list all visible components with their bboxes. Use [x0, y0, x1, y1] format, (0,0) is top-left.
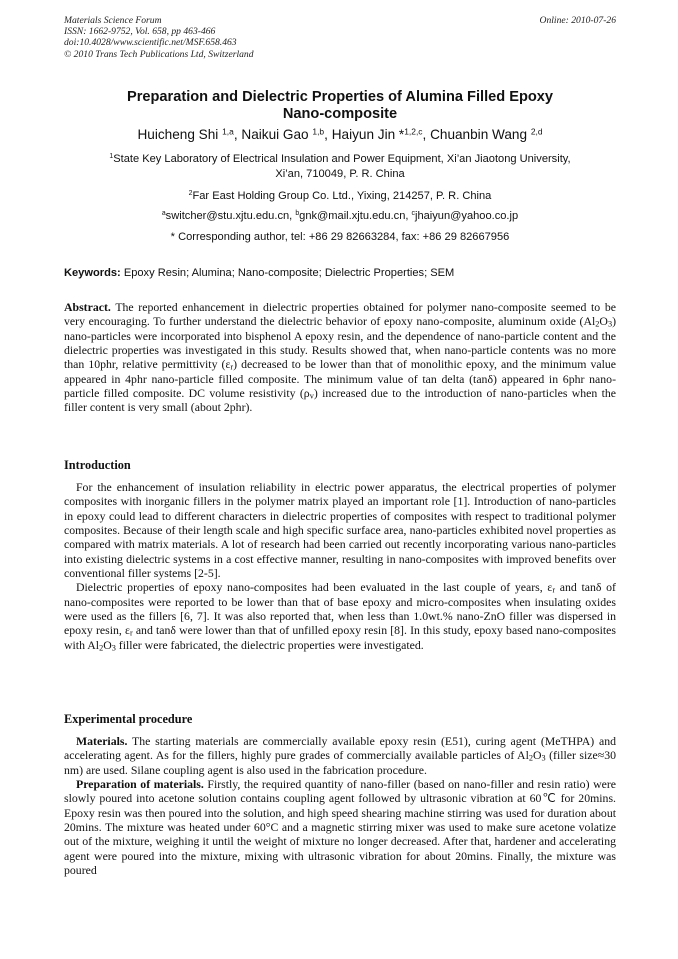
paragraph-text: Firstly, the required quantity of nano-filler (based on nano-filler and resin ratio) were slowly poured into acetone solution contains coupling agent followed by ultrasonic vibration at 60℃ for 20mins. Epoxy resin was then poured into the solution, and high speed shearing machine stirring was used for duration about 20mins. The mixture was heated under 60°C and a magnetic stirring mixer was used to make sure acetone volatize out of the mixture, weighing it until the weight of mixture no longer decreased. After that, hardener and accelerating agent were poured into the mixture, mixing with ultrasonic vibration for about 20mins. Finally, the mixture was poured	[64, 777, 616, 878]
keywords-text: Epoxy Resin; Alumina; Nano-composite; Dielectric Properties; SEM	[123, 267, 455, 279]
affiliation-text: Far East Holding Group Co. Ltd., Yixing, 214257, P. R. China	[192, 190, 492, 202]
online-date: Online: 2010-07-26	[539, 15, 616, 26]
author-mark: 1,2,c	[404, 126, 423, 137]
author-mark: 2,d	[530, 126, 543, 137]
copyright-line: © 2010 Trans Tech Publications Ltd, Switzerland	[64, 48, 254, 60]
journal-header	[64, 15, 616, 60]
subscript: 2	[99, 643, 104, 653]
preparation-label: Preparation of materials.	[76, 777, 204, 792]
email-address: gnk@mail.xjtu.edu.cn,	[299, 210, 412, 222]
paragraph-text: and tanδ were lower than that of unfilled epoxy resin [8]. In this study, epoxy based nano-composites with Al	[64, 623, 616, 652]
email-address: switcher@stu.xjtu.edu.cn,	[165, 210, 296, 222]
keywords	[64, 266, 616, 280]
doi-line: doi:10.4028/www.scientific.net/MSF.658.463	[64, 37, 237, 49]
author-name: Naikui Gao	[241, 127, 309, 142]
affiliation-mark: 2	[188, 190, 193, 198]
materials-label: Materials.	[76, 734, 128, 748]
paragraph-text: O	[532, 748, 542, 763]
affiliation-1	[64, 152, 616, 182]
author-mark: 1,b	[312, 126, 325, 137]
paragraph-text: O	[103, 637, 112, 652]
corresponding-author: * Corresponding author, tel: +86 29 82663284, fax: +86 29 82667956	[170, 231, 510, 243]
abstract	[64, 300, 616, 415]
author-name: Huicheng Shi	[137, 127, 219, 142]
abstract-text: ) decreased to be lower than that of monolithic epoxy, and the minimum value appeared in 4phr nano-particle filled composite. The minimum value of tan delta (tanδ) appeared in 6phr nano-particle filled composite. DC volume resistivity (ρ	[64, 357, 617, 401]
abstract-text: The reported enhancement in dielectric properties obtained for polymer nano-composite seemed to be very encouraging. To further understand the dielectric behavior of epoxy nano-composite, aluminum oxide (Al	[64, 300, 616, 329]
introduction-paragraph-2	[64, 580, 616, 652]
materials-paragraph	[64, 734, 616, 777]
introduction-body	[64, 480, 616, 652]
keywords-label: Keywords:	[64, 267, 121, 279]
experimental-heading: Experimental procedure	[64, 712, 193, 726]
subscript: 3	[541, 753, 546, 763]
title-line-2: Nano-composite	[282, 106, 398, 122]
subscript: r	[552, 586, 556, 596]
preparation-paragraph	[64, 777, 616, 877]
affiliation-text: Xi’an, 710049, P. R. China	[275, 168, 405, 181]
affiliation-mark: 1	[109, 153, 114, 161]
paragraph-text: filler were fabricated, the dielectric properties were investigated.	[115, 637, 424, 652]
subscript: r	[129, 629, 133, 639]
email-list	[64, 209, 616, 224]
introduction-heading: Introduction	[64, 458, 131, 472]
author-name: Haiyun Jin *	[331, 127, 405, 142]
email-mark: a	[161, 210, 166, 218]
paragraph-text: (filler size≈30 nm) are used. Silane coupling agent is also used in the fabrication procedure.	[64, 748, 616, 777]
abstract-label: Abstract.	[64, 300, 111, 314]
paragraph-text: Dielectric properties of epoxy nano-composites had been evaluated in the last couple of years, ε	[76, 580, 553, 595]
journal-name: Materials Science Forum	[64, 15, 162, 26]
email-address: jhaiyun@yahoo.co.jp	[414, 210, 519, 222]
paper-title	[64, 89, 616, 123]
abstract-text: ) increased due to the introduction of nano-particles when the filler content is very small (about 2phr).	[64, 386, 616, 415]
paragraph-text: and tanδ of nano-composites were reported to be lower than that of base epoxy and micro-composites when insulating oxides were used as the fillers [6, 7]. It was also reported that, when less than 1.0wt.% nano-ZnO filler was dispersed in epoxy resin, ε	[64, 580, 616, 638]
experimental-body	[64, 734, 616, 877]
subscript: 2	[528, 753, 533, 763]
affiliation-2	[64, 189, 616, 204]
abstract-text: ) nano-particles were incorporated into bisphenol A epoxy resin, and the dependence of nano-particle content and the dielectric properties was investigated in this study. Results showed that, when nano-particle contents was no more than 10phr, relative permittivity (ε	[64, 314, 616, 372]
affiliation-text: State Key Laboratory of Electrical Insulation and Power Equipment, Xi’an Jiaotong University,	[113, 153, 571, 165]
subscript: 3	[111, 643, 116, 653]
title-line-1: Preparation and Dielectric Properties of Alumina Filled Epoxy	[126, 89, 554, 105]
issn-line: ISSN: 1662-9752, Vol. 658, pp 463-466	[64, 26, 216, 38]
subscript: v	[309, 391, 314, 401]
paragraph-text: The starting materials are commercially available epoxy resin (E51), curing agent (MeTHPA) and accelerating agent. As for the fillers, highly pure grades of commercially available particles of Al	[64, 734, 616, 763]
author-list: Huicheng Shi $^{1,a}$, Naikui Gao $^{1,b}$, Haiyun Jin *$^{1,2,c}$, Chuanbin Wang $^{2,d}$	[137, 126, 543, 142]
email-mark: c	[411, 210, 415, 218]
author-mark: 1,a	[222, 126, 234, 137]
abstract-text: O	[599, 314, 608, 329]
subscript: 2	[595, 319, 600, 329]
subscript: r	[230, 363, 234, 373]
email-mark: b	[295, 210, 300, 218]
subscript: 3	[607, 319, 613, 329]
author-name: Chuanbin Wang	[430, 127, 528, 142]
introduction-paragraph-1: For the enhancement of insulation reliability in electric power apparatus, the electrical properties of polymer composites with inorganic fillers in the polymer matrix played an important role [1]. Introduction of nano-particles in epoxy could lead to different characters in dielectric properties of composites with respect to traditional polymer composites. Because of their length scale and high specific surface area, nano-particles exhibited novel properties as compared with matrix materials. A lot of research had been carried out recently incorporating various nano-particles into existing dielectric systems in a cost effective manner, resulting in nano-composites with improved benefits over conventional filler systems [2-5].	[64, 480, 616, 581]
